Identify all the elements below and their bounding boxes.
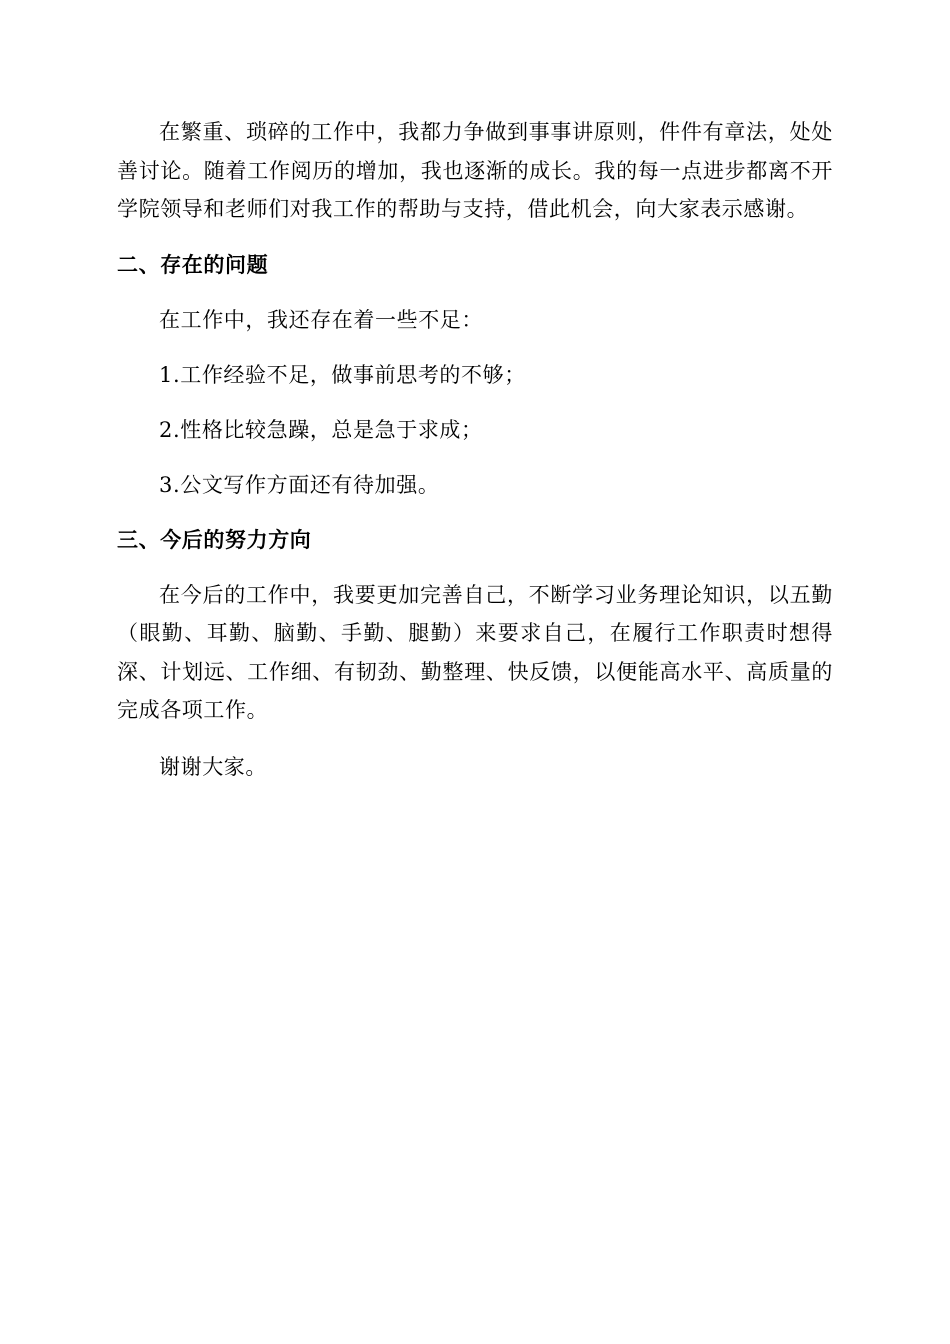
spacer — [117, 284, 833, 301]
problems-lead-text: 在工作中，我还存在着一些不足： — [159, 307, 483, 332]
intro-paragraph: 在繁重、琐碎的工作中，我都力争做到事事讲原则，件件有章法，处处善讨论。随着工作阅历的增加，我也逐渐的成长。我的每一点进步都离不开学院领导和老师们对我工作的帮助与支持，借此机会，向大家表示感谢。 — [117, 120, 833, 221]
closing-text: 谢谢大家。 — [159, 754, 267, 779]
problem-item-1: 1.工作经验不足，做事前思考的不够； — [159, 362, 526, 387]
section-heading-problems: 二、存在的问题 — [117, 252, 269, 277]
spacer — [117, 394, 833, 411]
spacer — [117, 730, 833, 748]
section-heading-future: 三、今后的努力方向 — [117, 527, 312, 552]
problem-item-2: 2.性格比较急躁，总是急于求成； — [159, 417, 483, 442]
document-page — [117, 113, 833, 786]
spacer — [117, 504, 833, 521]
spacer — [117, 449, 833, 466]
problem-item-3: 3.公文写作方面还有待加强。 — [159, 472, 440, 497]
future-paragraph: 在今后的工作中，我要更加完善自己，不断学习业务理论知识，以五勤（眼勤、耳勤、脑勤、手勤、腿勤）来要求自己，在履行工作职责时想得深、计划远、工作细、有韧劲、勤整理、快反馈，以便能高水平、高质量的完成各项工作。 — [117, 582, 833, 722]
spacer — [117, 229, 833, 246]
spacer — [117, 339, 833, 356]
spacer — [117, 559, 833, 576]
